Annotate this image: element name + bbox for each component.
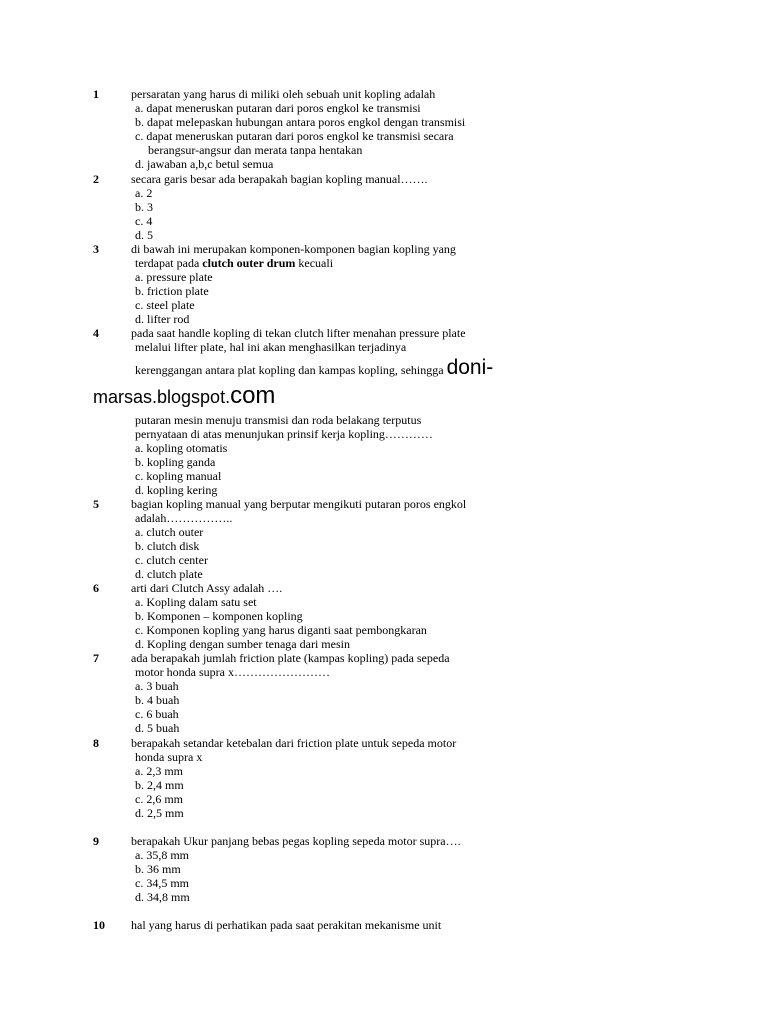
question-number: 9	[93, 834, 99, 848]
answer-option: a. pressure plate	[135, 270, 213, 284]
question-text-continuation: adalah……………..	[135, 511, 233, 525]
question-text-part: kerenggangan antara plat kopling dan kampas kopling, sehingga	[135, 363, 444, 377]
answer-option: a. dapat meneruskan putaran dari poros engkol ke transmisi	[135, 101, 421, 115]
watermark-text: com	[230, 382, 276, 409]
question-number: 5	[93, 497, 99, 511]
answer-option: c. 4	[135, 214, 153, 228]
question-text: persaratan yang harus di miliki oleh sebuah unit kopling adalah	[131, 87, 436, 101]
question-text-continuation	[135, 256, 333, 270]
question-number: 4	[93, 326, 99, 340]
question-text: bagian kopling manual yang berputar mengikuti putaran poros engkol	[131, 497, 467, 511]
answer-option: d. 34,8 mm	[135, 890, 190, 904]
question-number: 8	[93, 736, 99, 750]
question-text: secara garis besar ada berapakah bagian kopling manual…….	[131, 172, 428, 186]
answer-option: c. clutch center	[135, 553, 208, 567]
question-number: 7	[93, 651, 99, 665]
answer-option: c. 6 buah	[135, 707, 179, 721]
answer-option: d. lifter rod	[135, 312, 190, 326]
question-text: pada saat handle kopling di tekan clutch lifter menahan pressure plate	[131, 326, 466, 340]
answer-option: c. 34,5 mm	[135, 876, 189, 890]
answer-option: b. 2,4 mm	[135, 778, 184, 792]
question-text-continuation: honda supra x	[135, 750, 203, 764]
question-text-part: terdapat pada	[135, 256, 203, 270]
question-text-part: kecuali	[295, 256, 334, 270]
question-text: berapakah setandar ketebalan dari friction plate untuk sepeda motor	[131, 736, 457, 750]
watermark-text: doni-	[446, 356, 494, 379]
answer-option: d. kopling kering	[135, 483, 218, 497]
answer-option: a. 35,8 mm	[135, 848, 189, 862]
answer-option: d. 5 buah	[135, 721, 180, 735]
answer-option: d. Kopling dengan sumber tenaga dari mesin	[135, 637, 350, 651]
question-number: 2	[93, 172, 99, 186]
watermark-line	[93, 384, 275, 412]
answer-option: d. 5	[135, 228, 153, 242]
answer-option: a. kopling otomatis	[135, 441, 228, 455]
question-text-continuation: pernyataan di atas menunjukan prinsif kerja kopling…………	[135, 427, 433, 441]
question-text: hal yang harus di perhatikan pada saat perakitan mekanisme unit	[131, 918, 442, 932]
question-text-emphasis: clutch outer drum	[202, 256, 296, 270]
question-text-continuation: putaran mesin menuju transmisi dan roda belakang terputus	[135, 413, 422, 427]
question-number: 10	[93, 918, 105, 932]
answer-option: b. 36 mm	[135, 862, 181, 876]
question-number: 1	[93, 87, 99, 101]
answer-option: a. Kopling dalam satu set	[135, 595, 257, 609]
question-text-continuation: motor honda supra x……………………	[135, 665, 330, 679]
watermark-text: marsas.blogspot.	[93, 387, 231, 407]
answer-option: b. 4 buah	[135, 693, 180, 707]
answer-option: b. 3	[135, 200, 153, 214]
answer-option: b. friction plate	[135, 284, 209, 298]
answer-option: c. steel plate	[135, 298, 195, 312]
question-text-continuation: melalui lifter plate, hal ini akan menghasilkan terjadinya	[135, 340, 407, 354]
question-number: 6	[93, 581, 99, 595]
answer-option: a. 2	[135, 186, 153, 200]
answer-option: b. dapat melepaskan hubungan antara poros engkol dengan transmisi	[135, 115, 466, 129]
answer-option: a. 3 buah	[135, 679, 179, 693]
question-text-continuation	[135, 356, 493, 382]
question-number: 3	[93, 242, 99, 256]
answer-option-continuation: berangsur-angsur dan merata tanpa hentakan	[148, 143, 363, 157]
answer-option: b. clutch disk	[135, 539, 200, 553]
answer-option: c. dapat meneruskan putaran dari poros engkol ke transmisi secara	[135, 129, 454, 143]
answer-option: d. clutch plate	[135, 567, 203, 581]
answer-option: c. kopling manual	[135, 469, 222, 483]
answer-option: d. 2,5 mm	[135, 806, 184, 820]
answer-option: b. kopling ganda	[135, 455, 216, 469]
question-text: berapakah Ukur panjang bebas pegas kopling sepeda motor supra….	[131, 834, 461, 848]
question-text: di bawah ini merupakan komponen-komponen bagian kopling yang	[131, 242, 456, 256]
answer-option: d. jawaban a,b,c betul semua	[135, 157, 274, 171]
answer-option: a. clutch outer	[135, 525, 204, 539]
question-text: ada berapakah jumlah friction plate (kampas kopling) pada sepeda	[131, 651, 450, 665]
answer-option: b. Komponen – komponen kopling	[135, 609, 303, 623]
question-text: arti dari Clutch Assy adalah ….	[131, 581, 283, 595]
answer-option: a. 2,3 mm	[135, 764, 183, 778]
answer-option: c. 2,6 mm	[135, 792, 183, 806]
answer-option: c. Komponen kopling yang harus diganti saat pembongkaran	[135, 623, 427, 637]
